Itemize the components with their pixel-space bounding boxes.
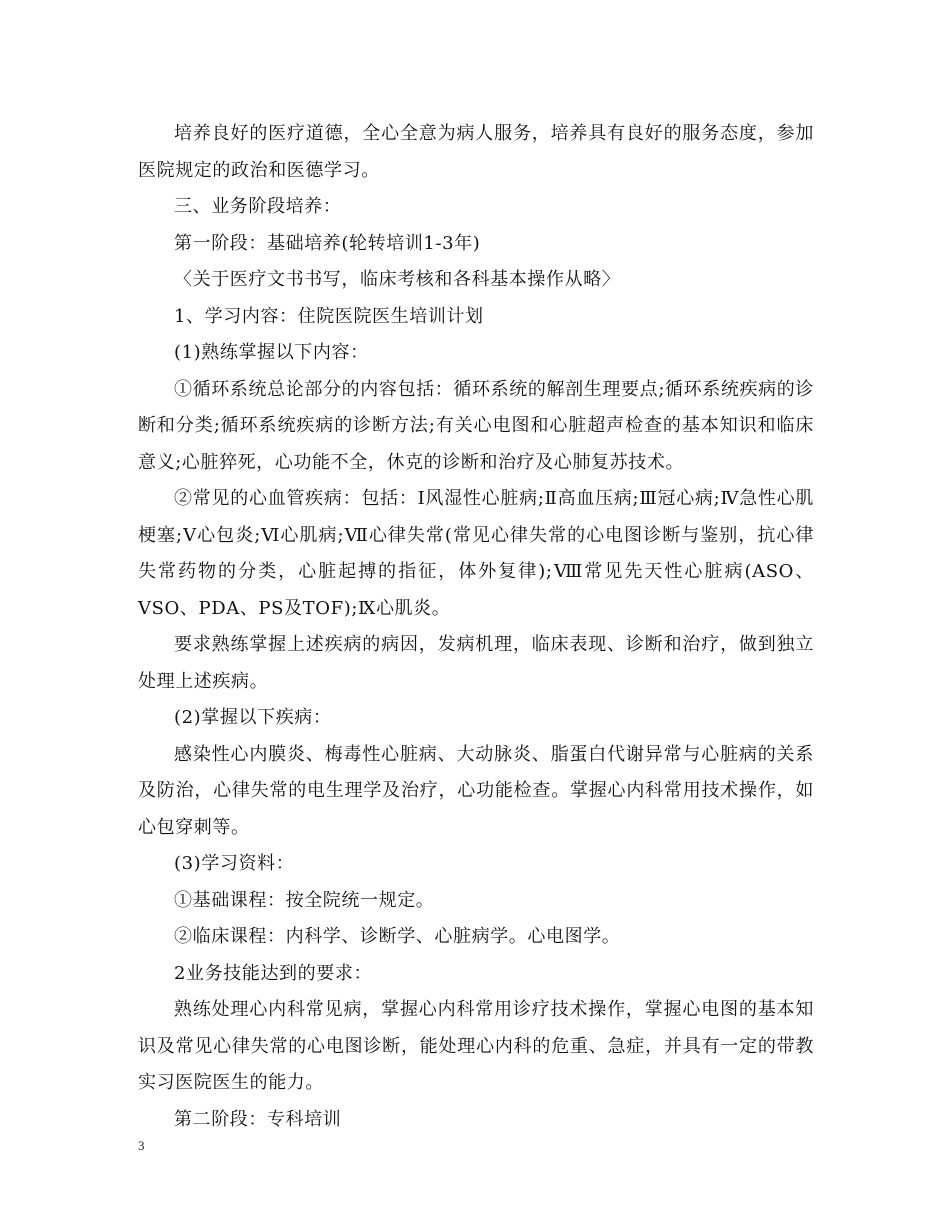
list-item-clinical-course: ②临床课程：内科学、诊断学、心脏病学。心电图学。: [174, 926, 621, 947]
subheading-master-content: (1)熟练掌握以下内容：: [174, 342, 369, 363]
heading-stage-two: 第二阶段：专科培训: [174, 1108, 342, 1130]
paragraph-requirement: 要求熟练掌握上述疾病的病因，发病机理，临床表现、诊断和治疗，做到独立处理上述疾病。: [138, 634, 814, 692]
paragraph-medical-ethics: 培养良好的医疗道德，全心全意为病人服务，培养具有良好的服务态度，参加医院规定的政治和医德学习。: [138, 123, 814, 181]
paragraph-circulatory-system: ①循环系统总论部分的内容包括：循环系统的解剖生理要点;循环系统疾病的诊断和分类;循环系统疾病的诊断方法;有关心电图和心脏超声检查的基本知识和临床意义;心脏猝死，心功能不全，休克的诊断和治疗及心肺复苏技术。: [138, 378, 814, 473]
heading-skill-requirements: 2业务技能达到的要求：: [174, 962, 373, 984]
heading-learning-content: 1、学习内容：住院医院医生培训计划: [174, 305, 484, 327]
document-body: [138, 116, 814, 1138]
subheading-study-materials: (3)学习资料：: [174, 853, 295, 874]
heading-stage-training: 三、业务阶段培养：: [174, 196, 342, 217]
paragraph-omitted-note: 〈关于医疗文书书写，临床考核和各科基本操作从略〉: [174, 269, 621, 290]
list-item-basic-course: ①基础课程：按全院统一规定。: [174, 889, 435, 911]
paragraph-skill-description: 熟练处理心内科常见病，掌握心内科常用诊疗技术操作，掌握心电图的基本知识及常见心律失常的心电图诊断，能处理心内科的危重、急症，并具有一定的带教实习医院医生的能力。: [138, 999, 814, 1093]
paragraph-other-diseases: 感染性心内膜炎、梅毒性心脏病、大动脉炎、脂蛋白代谢异常与心脏病的关系及防治，心律失常的电生理学及治疗，心功能检查。掌握心内科常用技术操作，如心包穿刺等。: [138, 743, 814, 838]
subheading-master-diseases: (2)掌握以下疾病：: [174, 707, 332, 728]
heading-stage-one: 第一阶段：基础培养(轮转培训1-3年): [174, 232, 481, 254]
page-number: 3: [138, 1138, 145, 1153]
paragraph-common-diseases: ②常见的心血管疾病：包括：Ⅰ风湿性心脏病;Ⅱ高血压病;Ⅲ冠心病;Ⅳ急性心肌梗塞;Ⅴ心包炎;Ⅵ心肌病;Ⅶ心律失常(常见心律失常的心电图诊断与鉴别，抗心律失常药物的分类，心脏起搏的指征，体外复律);Ⅷ常见先天性心脏病(ASO、VSO、PDA、PS及TOF);Ⅸ心肌炎。: [138, 488, 814, 619]
